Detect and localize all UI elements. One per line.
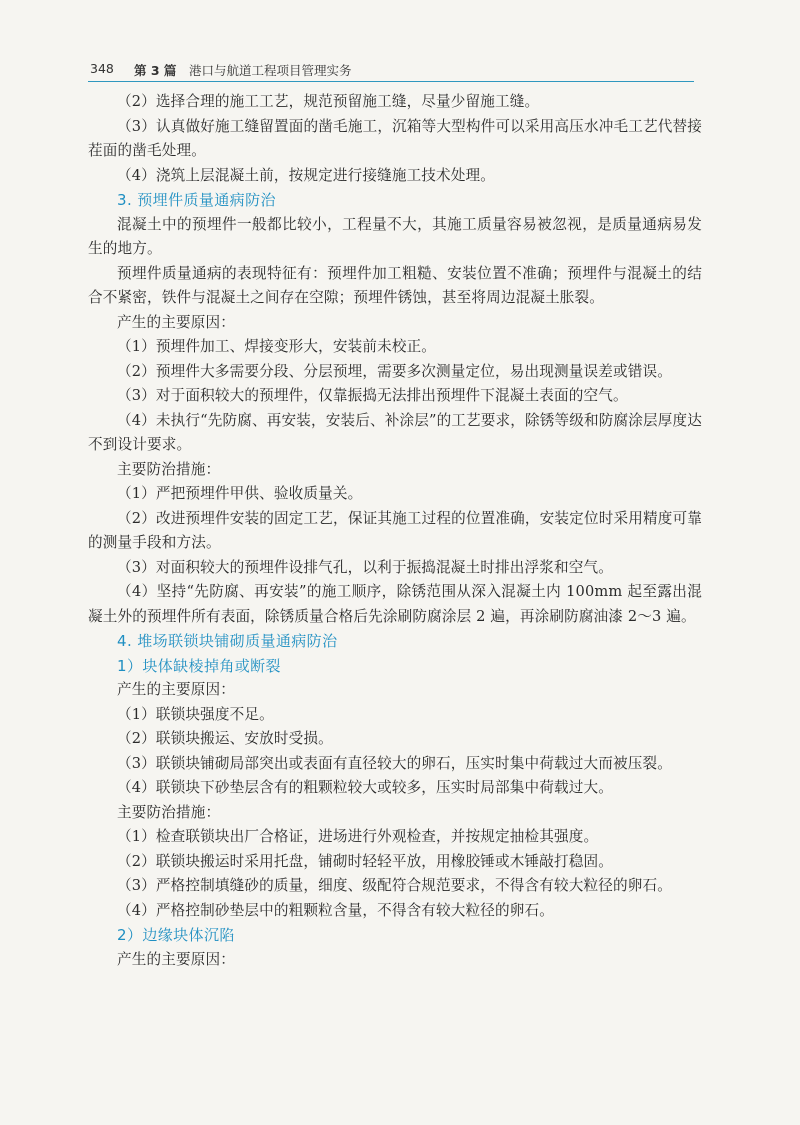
paragraph: （1）联锁块强度不足。 bbox=[117, 705, 274, 723]
paragraph: 混凝土中的预埋件一般都比较小，工程量不大，其施工质量容易被忽视，是质量通病易发生的地方。 bbox=[88, 215, 702, 257]
part-label: 第 3 篇 bbox=[134, 63, 177, 78]
section-heading: 1）块体缺棱掉角或断裂 bbox=[117, 656, 281, 675]
paragraph: 产生的主要原因： bbox=[117, 950, 235, 968]
section-heading: 4. 堆场联锁块铺砌质量通病防治 bbox=[117, 632, 338, 650]
paragraph: 主要防治措施： bbox=[117, 803, 221, 821]
part-title: 港口与航道工程项目管理实务 bbox=[189, 63, 352, 78]
paragraph: （4）未执行“先防腐、再安装，安装后、补涂层”的工艺要求，除锈等级和防腐涂层厚度达不到设计要求。 bbox=[88, 411, 702, 453]
paragraph: （1）检查联锁块出厂合格证，进场进行外观检查，并按规定抽检其强度。 bbox=[117, 828, 599, 845]
paragraph: 主要防治措施： bbox=[117, 460, 221, 478]
paragraph: （3）对面积较大的预埋件设排气孔，以利于振捣混凝土时排出浮浆和空气。 bbox=[117, 558, 613, 576]
paragraph: （4）严格控制砂垫层中的粗颗粒含量，不得含有较大粒径的卵石。 bbox=[117, 901, 555, 919]
paragraph: （2）选择合理的施工工艺，规范预留施工缝，尽量少留施工缝。 bbox=[117, 93, 540, 110]
paragraph: （3）严格控制填缝砂的质量，细度、级配符合规范要求，不得含有较大粒径的卵石。 bbox=[117, 877, 672, 894]
paragraph: 产生的主要原因： bbox=[117, 681, 235, 698]
page-body bbox=[88, 90, 702, 972]
paragraph: （1）严把预埋件甲供、验收质量关。 bbox=[117, 485, 363, 502]
page-header bbox=[88, 55, 694, 82]
section-heading: 3. 预埋件质量通病防治 bbox=[117, 191, 276, 209]
paragraph: （3）联锁块铺砌局部突出或表面有直径较大的卵石，压实时集中荷载过大而被压裂。 bbox=[117, 754, 672, 772]
paragraph: （4）浇筑上层混凝土前，按规定进行接缝施工技术处理。 bbox=[117, 166, 496, 184]
paragraph: （2）联锁块搬运时采用托盘，铺砌时轻轻平放，用橡胶锤或木锤敲打稳固。 bbox=[117, 852, 613, 870]
page-number: 348 bbox=[90, 61, 114, 76]
paragraph: （4）联锁块下砂垫层含有的粗颗粒较大或较多，压实时局部集中荷载过大。 bbox=[117, 779, 613, 796]
paragraph: 预埋件质量通病的表现特征有：预埋件加工粗糙、安装位置不准确；预埋件与混凝土的结合不紧密，铁件与混凝土之间存在空隙；预埋件锈蚀，甚至将周边混凝土胀裂。 bbox=[88, 264, 702, 306]
paragraph: （3）认真做好施工缝留置面的凿毛施工，沉箱等大型构件可以采用高压水冲毛工艺代替接茬面的凿毛处理。 bbox=[88, 117, 702, 159]
section-heading: 2）边缘块体沉陷 bbox=[117, 926, 235, 944]
paragraph: （3）对于面积较大的预埋件，仅靠振捣无法排出预埋件下混凝土表面的空气。 bbox=[117, 387, 628, 404]
paragraph: （1）预埋件加工、焊接变形大，安装前未校正。 bbox=[117, 338, 437, 355]
paragraph: （4）坚持“先防腐、再安装”的施工顺序，除锈范围从深入混凝土内 100mm 起至露出混凝土外的预埋件所有表面，除锈质量合格后先涂刷防腐涂层 2 遍，再涂刷防腐油漆 2～3 遍。 bbox=[88, 583, 702, 625]
paragraph: 产生的主要原因： bbox=[117, 313, 235, 331]
paragraph: （2）改进预埋件安装的固定工艺，保证其施工过程的位置准确，安装定位时采用精度可靠的测量手段和方法。 bbox=[88, 509, 702, 551]
paragraph: （2）预埋件大多需要分段、分层预埋，需要多次测量定位，易出现测量误差或错误。 bbox=[117, 362, 672, 380]
paragraph: （2）联锁块搬运、安放时受损。 bbox=[117, 730, 333, 747]
